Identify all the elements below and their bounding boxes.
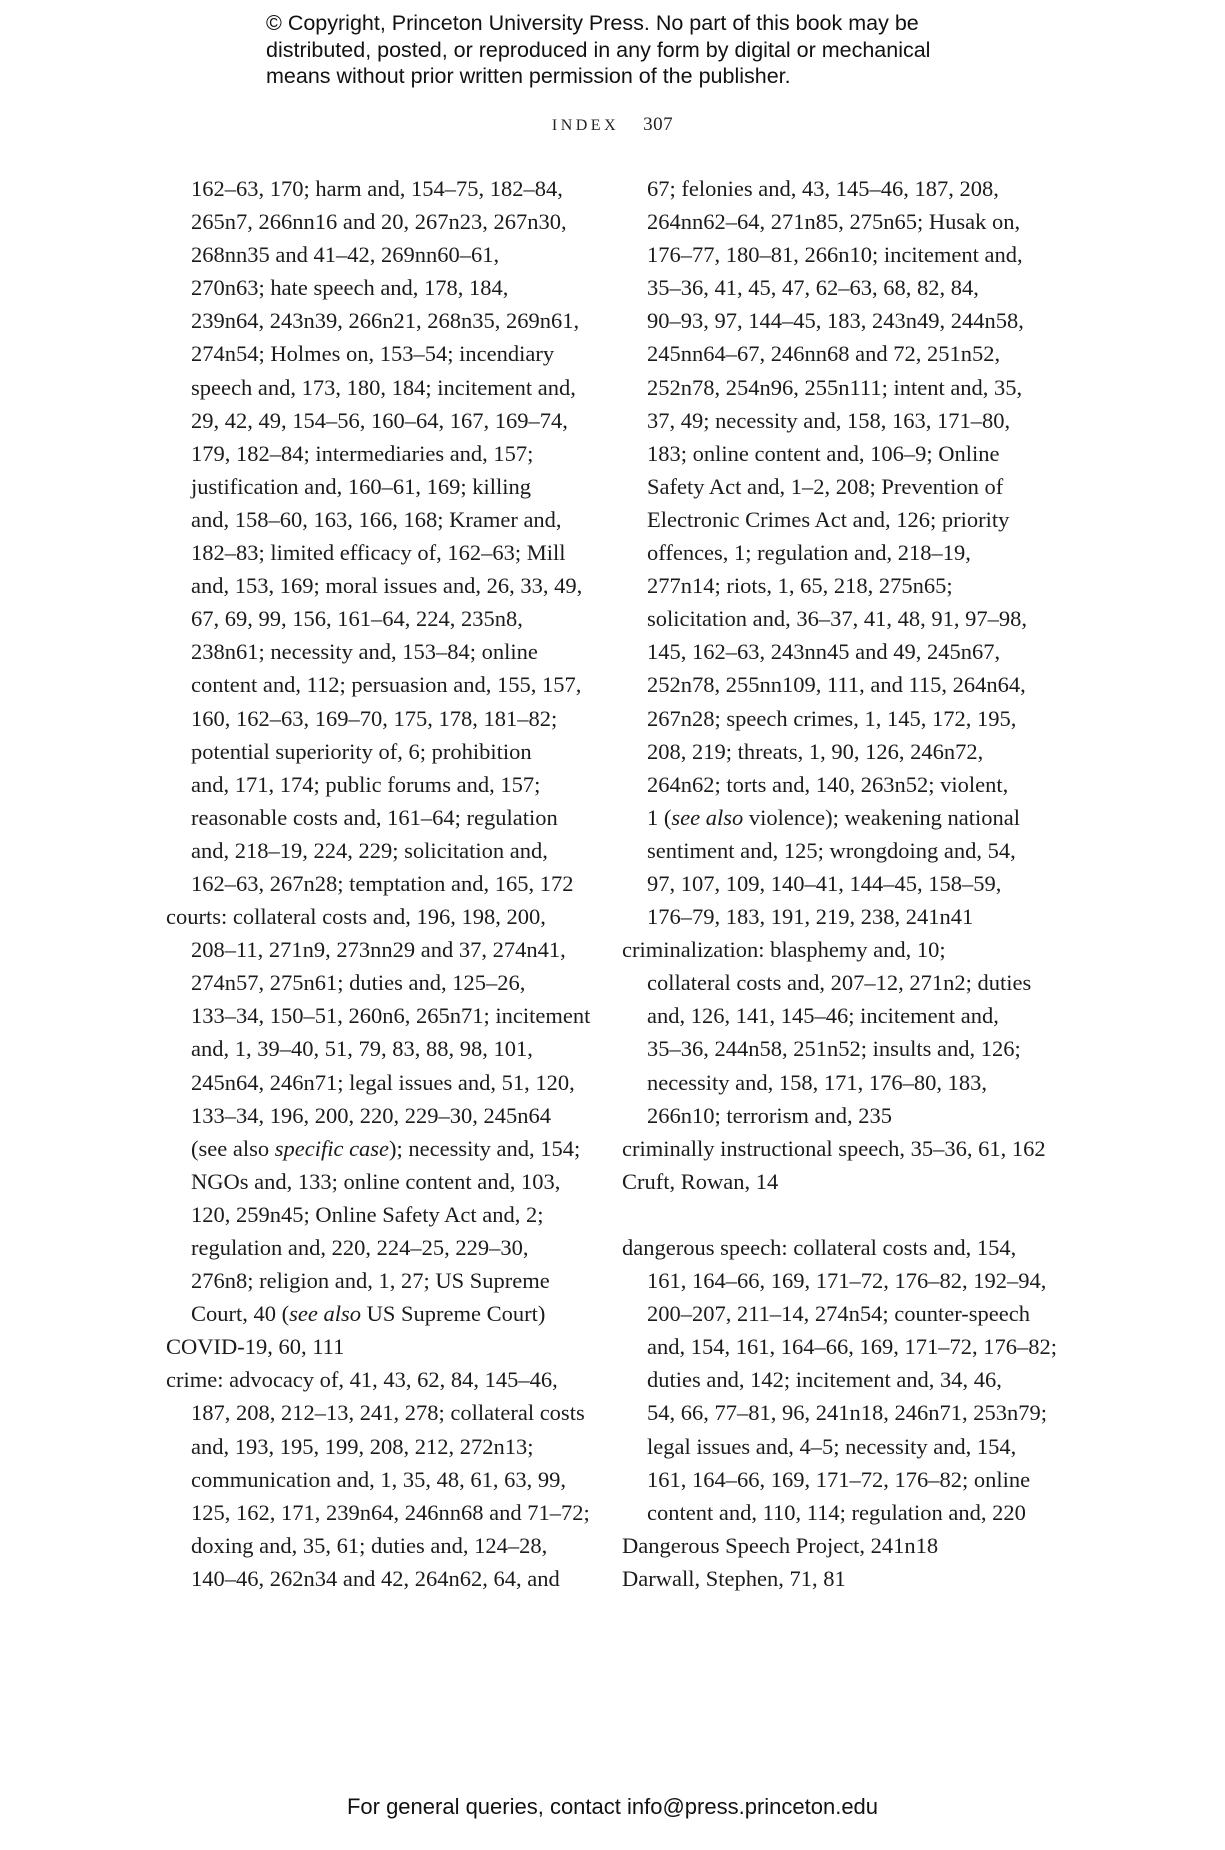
index-subentry-line: 274n57, 275n61; duties and, 125–26,	[191, 970, 526, 996]
index-subentry-line: potential superiority of, 6; prohibition	[191, 738, 532, 764]
index-subentry-line: Electronic Crimes Act and, 126; priority	[647, 506, 1010, 532]
index-subentry-line: 277n14; riots, 1, 65, 218, 275n65;	[647, 573, 953, 599]
index-subentry-line: regulation and, 220, 224–25, 229–30,	[191, 1235, 529, 1260]
index-subentry-line: collateral costs and, 207–12, 271n2; duties	[647, 970, 1032, 996]
copyright-line: distributed, posted, or reproduced in any form by digital or mechanical	[266, 37, 931, 62]
index-entry: criminalization: blasphemy and, 10;	[622, 937, 946, 963]
index-subentry-line: speech and, 173, 180, 184; incitement and,	[191, 374, 576, 400]
index-subentry-line	[166, 1297, 581, 1330]
index-subentry-line: 264n62; torts and, 140, 263n52; violent,	[647, 771, 1009, 797]
index-subentry-line: 35–36, 244n58, 251n52; insults and, 126;	[647, 1036, 1021, 1062]
index-subentry-line: and, 158–60, 163, 166, 168; Kramer and,	[191, 506, 562, 532]
index-text: 1 (	[647, 804, 672, 830]
index-text: (see also	[191, 1135, 275, 1161]
index-entry: Darwall, Stephen, 71, 81	[622, 1565, 846, 1591]
index-entry: Dangerous Speech Project, 241n18	[622, 1532, 939, 1558]
index-subentry-line: and, 218–19, 224, 229; solicitation and,	[191, 837, 548, 863]
index-subentry-line: 67; felonies and, 43, 145–46, 187, 208,	[647, 176, 999, 201]
index-subentry-line: and, 1, 39–40, 51, 79, 83, 88, 98, 101,	[191, 1036, 533, 1062]
index-entry: Cruft, Rowan, 14	[622, 1168, 779, 1194]
index-subentry-line: 161, 164–66, 169, 171–72, 176–82; online	[647, 1466, 1031, 1492]
index-subentry-line: 176–79, 183, 191, 219, 238, 241n41	[647, 904, 974, 930]
footer-contact: For general queries, contact info@press.princeton.edu	[346, 1794, 879, 1819]
copyright-line: © Copyright, Princeton University Press. No part of this book may be	[266, 11, 919, 35]
index-subentry-line: 161, 164–66, 169, 171–72, 176–82, 192–94,	[647, 1268, 1047, 1294]
running-head	[0, 114, 1225, 136]
index-subentry-line: necessity and, 158, 171, 176–80, 183,	[647, 1069, 987, 1095]
index-subentry-line: 67, 69, 99, 156, 161–64, 224, 235n8,	[191, 606, 523, 632]
index-subentry-line: 245nn64–67, 246nn68 and 72, 251n52,	[647, 341, 1001, 367]
index-subentry-line: 266n10; terrorism and, 235	[647, 1102, 892, 1128]
index-subentry-line: 179, 182–84; intermediaries and, 157;	[191, 440, 534, 466]
index-subentry-line: content and, 112; persuasion and, 155, 157,	[191, 672, 582, 698]
index-subentry-line: 183; online content and, 106–9; Online	[647, 440, 1000, 466]
copyright-line: means without prior written permission of the publisher.	[266, 64, 791, 88]
index-subentry-line: and, 126, 141, 145–46; incitement and,	[647, 1003, 999, 1029]
copyright-notice	[266, 10, 1026, 90]
index-subentry-line: 264nn62–64, 271n85, 275n65; Husak on,	[647, 209, 1021, 235]
index-subentry-line: 182–83; limited efficacy of, 162–63; Mill	[191, 540, 566, 566]
index-subentry-line: 276n8; religion and, 1, 27; US Supreme	[191, 1268, 550, 1294]
index-italic-text: see also	[671, 804, 744, 830]
index-subentry-line: solicitation and, 36–37, 41, 48, 91, 97–98,	[647, 606, 1027, 632]
index-text: Court, 40 (	[191, 1301, 290, 1327]
index-italic-text: specific case	[274, 1135, 390, 1161]
index-entry: dangerous speech: collateral costs and, 154,	[622, 1235, 1017, 1260]
index-subentry-line: 37, 49; necessity and, 158, 163, 171–80,	[647, 407, 1011, 433]
index-text: violence); weakening national	[743, 804, 1021, 830]
index-subentry-line: 200–207, 211–14, 274n54; counter-speech	[647, 1301, 1031, 1327]
index-subentry-line: 274n54; Holmes on, 153–54; incendiary	[191, 341, 555, 367]
index-gap	[622, 1198, 1042, 1231]
index-subentry-line: 90–93, 97, 144–45, 183, 243n49, 244n58,	[647, 308, 1024, 334]
index-entry: COVID-19, 60, 111	[166, 1334, 345, 1360]
index-subentry-line: 238n61; necessity and, 153–84; online	[191, 639, 538, 665]
index-subentry-line: NGOs and, 133; online content and, 103,	[191, 1168, 561, 1194]
index-subentry-line: 270n63; hate speech and, 178, 184,	[191, 275, 509, 301]
index-entry: crime: advocacy of, 41, 43, 62, 84, 145–46,	[166, 1367, 558, 1393]
running-head-title: INDEX	[551, 117, 620, 134]
page-number: 307	[643, 114, 674, 135]
index-subentry-line: reasonable costs and, 161–64; regulation	[191, 804, 558, 830]
index-entry: criminally instructional speech, 35–36, 61, 162	[622, 1135, 1046, 1161]
index-subentry-line: 208, 219; threats, 1, 90, 126, 246n72,	[647, 738, 984, 764]
index-subentry-line: 35–36, 41, 45, 47, 62–63, 68, 82, 84,	[647, 275, 979, 301]
index-subentry-line: sentiment and, 125; wrongdoing and, 54,	[647, 837, 1016, 863]
index-subentry-line: 125, 162, 171, 239n64, 246nn68 and 71–72;	[191, 1499, 590, 1525]
index-subentry-line: doxing and, 35, 61; duties and, 124–28,	[191, 1532, 548, 1558]
index-subentry-line: and, 153, 169; moral issues and, 26, 33, 49,	[191, 573, 583, 599]
index-subentry-line: legal issues and, 4–5; necessity and, 154,	[647, 1433, 1017, 1459]
index-text: US Supreme Court)	[361, 1301, 546, 1327]
index-subentry-line: 145, 162–63, 243nn45 and 49, 245n67,	[647, 639, 1001, 665]
index-subentry-line: offences, 1; regulation and, 218–19,	[647, 540, 971, 566]
index-subentry-line: and, 154, 161, 164–66, 169, 171–72, 176–82;	[647, 1334, 1057, 1360]
index-subentry-line: 54, 66, 77–81, 96, 241n18, 246n71, 253n79;	[647, 1400, 1048, 1426]
index-subentry-line: 97, 107, 109, 140–41, 144–45, 158–59,	[647, 870, 1002, 896]
index-subentry-line: 29, 42, 49, 154–56, 160–64, 167, 169–74,	[191, 407, 568, 433]
index-subentry-line: 187, 208, 212–13, 241, 278; collateral costs	[191, 1400, 585, 1426]
index-subentry-line: justification and, 160–61, 169; killing	[191, 473, 531, 499]
index-subentry-line: 265n7, 266nn16 and 20, 267n23, 267n30,	[191, 209, 567, 235]
index-subentry-line: and, 193, 195, 199, 208, 212, 272n13;	[191, 1433, 534, 1459]
index-subentry-line: 133–34, 196, 200, 220, 229–30, 245n64	[191, 1102, 551, 1128]
index-column-left	[166, 172, 591, 1595]
index-subentry-line: 252n78, 255nn109, 111, and 115, 264n64,	[647, 672, 1026, 698]
index-subentry-line	[622, 801, 1042, 834]
index-subentry-line: 176–77, 180–81, 266n10; incitement and,	[647, 242, 1023, 268]
index-column-right	[622, 172, 1057, 1595]
index-subentry-line: content and, 110, 114; regulation and, 220	[647, 1499, 1026, 1525]
index-subentry-line: 160, 162–63, 169–70, 175, 178, 181–82;	[191, 705, 558, 731]
index-text: ); necessity and, 154;	[389, 1135, 581, 1161]
index-subentry-line: 245n64, 246n71; legal issues and, 51, 120,	[191, 1069, 575, 1095]
index-subentry-line: 162–63, 267n28; temptation and, 165, 172	[191, 870, 574, 896]
index-italic-text: see also	[289, 1301, 361, 1327]
index-subentry-line: 208–11, 271n9, 273nn29 and 37, 274n41,	[191, 937, 566, 963]
index-subentry-line: 120, 259n45; Online Safety Act and, 2;	[191, 1201, 544, 1227]
index-subentry-line: 268nn35 and 41–42, 269nn60–61,	[191, 242, 500, 268]
index-subentry-line	[166, 1132, 581, 1165]
index-subentry-line: 133–34, 150–51, 260n6, 265n71; incitement	[191, 1003, 591, 1029]
index-subentry-line: Safety Act and, 1–2, 208; Prevention of	[647, 473, 1004, 499]
index-entry: courts: collateral costs and, 196, 198, 200,	[166, 904, 546, 930]
index-subentry-line: 252n78, 254n96, 255n111; intent and, 35,	[647, 374, 1023, 400]
index-subentry-line: and, 171, 174; public forums and, 157;	[191, 771, 541, 797]
index-subentry-line: 140–46, 262n34 and 42, 264n62, 64, and	[191, 1565, 560, 1591]
index-subentry-line: duties and, 142; incitement and, 34, 46,	[647, 1367, 1002, 1393]
index-subentry-line: 239n64, 243n39, 266n21, 268n35, 269n61,	[191, 308, 580, 334]
index-subentry-line: 267n28; speech crimes, 1, 145, 172, 195,	[647, 705, 1017, 731]
index-subentry-line: communication and, 1, 35, 48, 61, 63, 99,	[191, 1466, 566, 1492]
index-subentry-line: 162–63, 170; harm and, 154–75, 182–84,	[191, 176, 563, 201]
